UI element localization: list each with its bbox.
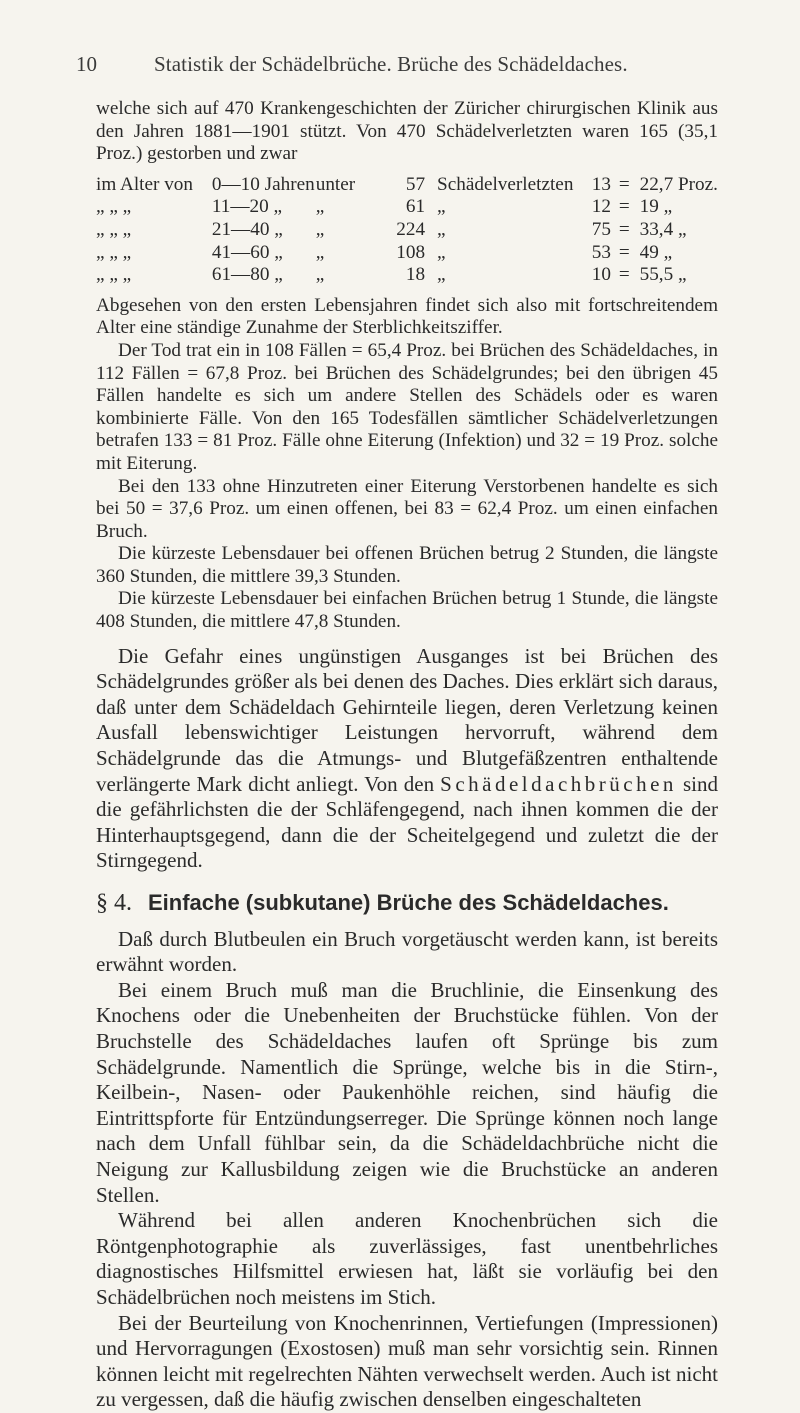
age-cell-range: 41—60 „: [211, 241, 283, 263]
age-table-row: [96, 196, 718, 219]
age-cell-pct: 55,5 „: [639, 264, 687, 286]
age-cell-total: 108: [396, 241, 426, 263]
section-paragraph-2: Bei einem Bruch muß man die Bruchlinie, die Einsenkung des Knochens oder die Unebenheiten der Bruchstücke fühlen. Von der Bruchstelle des Schädeldaches laufen oft Sprünge bis zum Schädelgrunde. Namentlich die Sprünge, welche bis in die Stirn-, Keilbein-, Nasen- oder Paukenhöhle reichen, sind häufig die Eintrittspforte für Entzündungserreger. Die Sprünge können noch lange nach dem Unfall fühlbar sein, da die Schädeldachbrüche nicht die Neigung zur Kallusbildung zeigen wie die Bruchstücke an anderen Stellen.: [96, 977, 718, 1207]
paragraph-open-fractures: Die kürzeste Lebensdauer bei offenen Brüchen betrug 2 Stunden, die längste 360 Stunden, die mittlere 39,3 Stunden.: [96, 543, 718, 587]
age-cell-label: Schädelverletzten: [437, 173, 574, 195]
age-cell-eq: =: [618, 264, 630, 286]
age-cell-deaths: 75: [591, 218, 611, 240]
paragraph-age-summary: Abgesehen von den ersten Lebensjahren findet sich also mit fortschreitendem Alter eine ständige Zunahme der Sterblichkeitsziffer.: [96, 294, 718, 339]
danger-text-spaced: Schädeldachbrüchen: [440, 771, 677, 796]
age-cell-deaths: 53: [591, 241, 611, 263]
age-cell-deaths: 10: [591, 264, 611, 286]
age-cell-pct: 19 „: [639, 196, 673, 218]
age-cell-pct: 33,4 „: [639, 218, 687, 240]
age-cell-unter: „: [315, 241, 325, 263]
age-table-row: [96, 242, 718, 265]
age-mortality-table: [96, 174, 718, 287]
age-cell-prefix: „ „ „: [96, 218, 132, 240]
age-cell-prefix: „ „ „: [96, 196, 132, 218]
age-cell-label: „: [437, 241, 446, 263]
paragraph-danger: [96, 644, 718, 874]
age-cell-deaths: 12: [591, 196, 611, 218]
age-cell-prefix: „ „ „: [96, 241, 132, 263]
age-cell-total: 18: [405, 264, 426, 286]
section-paragraph-1: Daß durch Blutbeulen ein Bruch vorgetäuscht werden kann, ist bereits erwähnt worden.: [96, 926, 718, 977]
age-cell-label: „: [437, 196, 446, 218]
age-cell-eq: =: [618, 173, 630, 195]
age-table-row: [96, 174, 718, 197]
page-body: [96, 98, 718, 1413]
running-title: Statistik der Schädelbrüche. Brüche des Schädeldaches.: [154, 52, 628, 76]
age-cell-range: 0—10 Jahren: [211, 173, 315, 195]
age-cell-prefix: „ „ „: [96, 264, 132, 286]
section-heading: [96, 892, 718, 915]
age-cell-pct: 49 „: [639, 241, 673, 263]
age-cell-range: 21—40 „: [211, 218, 283, 240]
age-cell-range: 61—80 „: [211, 264, 283, 286]
paragraph-deaths: Der Tod trat ein in 108 Fällen = 65,4 Proz. bei Brüchen des Schädeldaches, in 112 Fällen = 67,8 Proz. bei Brüchen des Schädelgrundes; bei den übrigen 45 Fällen handelte es sich um andere Stellen des Schädels oder es waren kombinierte Fälle. Von den 165 Todesfällen sämtlicher Schädelverletzungen betrafen 133 = 81 Proz. Fälle ohne Eiterung (Infektion) und 32 = 19 Proz. solche mit Eiterung.: [96, 339, 718, 474]
age-cell-total: 57: [405, 173, 426, 195]
age-cell-unter: unter: [315, 173, 356, 195]
age-cell-unter: „: [315, 264, 325, 286]
age-cell-eq: =: [618, 196, 630, 218]
age-cell-unter: „: [315, 196, 325, 218]
intro-paragraph: welche sich auf 470 Krankengeschichten der Züricher chirurgischen Klinik aus den Jahren 1881—1901 stützt. Von 470 Schädelverletzten waren 165 (35,1 Proz.) gestorben und zwar: [96, 98, 718, 165]
age-cell-eq: =: [618, 218, 630, 240]
age-cell-label: „: [437, 218, 446, 240]
age-cell-label: „: [437, 264, 446, 286]
page-number: 10: [76, 52, 97, 76]
section-paragraph-4: Bei der Beurteilung von Knochenrinnen, Vertiefungen (Impressionen) und Hervorragungen (Exostosen) muß man sehr vorsichtig sein. Rinnen können leicht mit regelrechten Nähten verwechselt werden. Auch ist nicht zu vergessen, daß die häufig zwischen denselben eingeschalteten: [96, 1310, 718, 1412]
age-cell-pct: 22,7 Proz.: [639, 173, 718, 195]
section-number: § 4.: [96, 890, 132, 916]
age-cell-total: 61: [405, 196, 426, 218]
section-paragraph-3: Während bei allen anderen Knochenbrüchen sich die Röntgenphotographie als zuverlässiges, fast unentbehrliches diagnostisches Hilfsmittel erwiesen hat, läßt sie vorläufig bei den Schädelbrüchen noch meistens im Stich.: [96, 1208, 718, 1309]
danger-text-after: sind die gefährlichsten die der Schläfengegend, nach ihnen kommen die der Hinterhauptsgegend, dann die der Scheitelgegend und zuletzt die der Stirngegend.: [96, 771, 719, 873]
paragraph-infection: Bei den 133 ohne Hinzutreten einer Eiterung Verstorbenen handelte es sich bei 50 = 37,6 Proz. um einen offenen, bei 83 = 62,4 Proz. um einen einfachen Bruch.: [96, 475, 718, 542]
age-cell-total: 224: [396, 218, 426, 240]
age-cell-prefix: im Alter von: [96, 173, 193, 195]
paragraph-simple-fractures: Die kürzeste Lebensdauer bei einfachen Brüchen betrug 1 Stunde, die längste 408 Stunden, die mittlere 47,8 Stunden.: [96, 588, 718, 633]
danger-text-before: Die Gefahr eines ungünstigen Ausganges ist bei Brüchen des Schädelgrundes größer als bei denen des Daches. Dies erklärt sich daraus, daß unter dem Schädeldach Gehirnteile liegen, deren Verletzung keinen Ausfall lebenswichtiger Leistungen hervorruft, während dem Schädelgrunde das die Atmungs- und Blutgefäßzentren enthaltende verlängerte Mark dicht anliegt. Von den: [96, 643, 718, 796]
age-table-row: [96, 219, 718, 242]
age-cell-unter: „: [315, 218, 325, 240]
age-table-row: [96, 264, 718, 287]
age-cell-deaths: 13: [591, 173, 611, 195]
age-cell-eq: =: [618, 241, 630, 263]
section-title: Einfache (subkutane) Brüche des Schädeldaches.: [148, 890, 669, 915]
age-cell-range: 11—20 „: [211, 196, 283, 218]
